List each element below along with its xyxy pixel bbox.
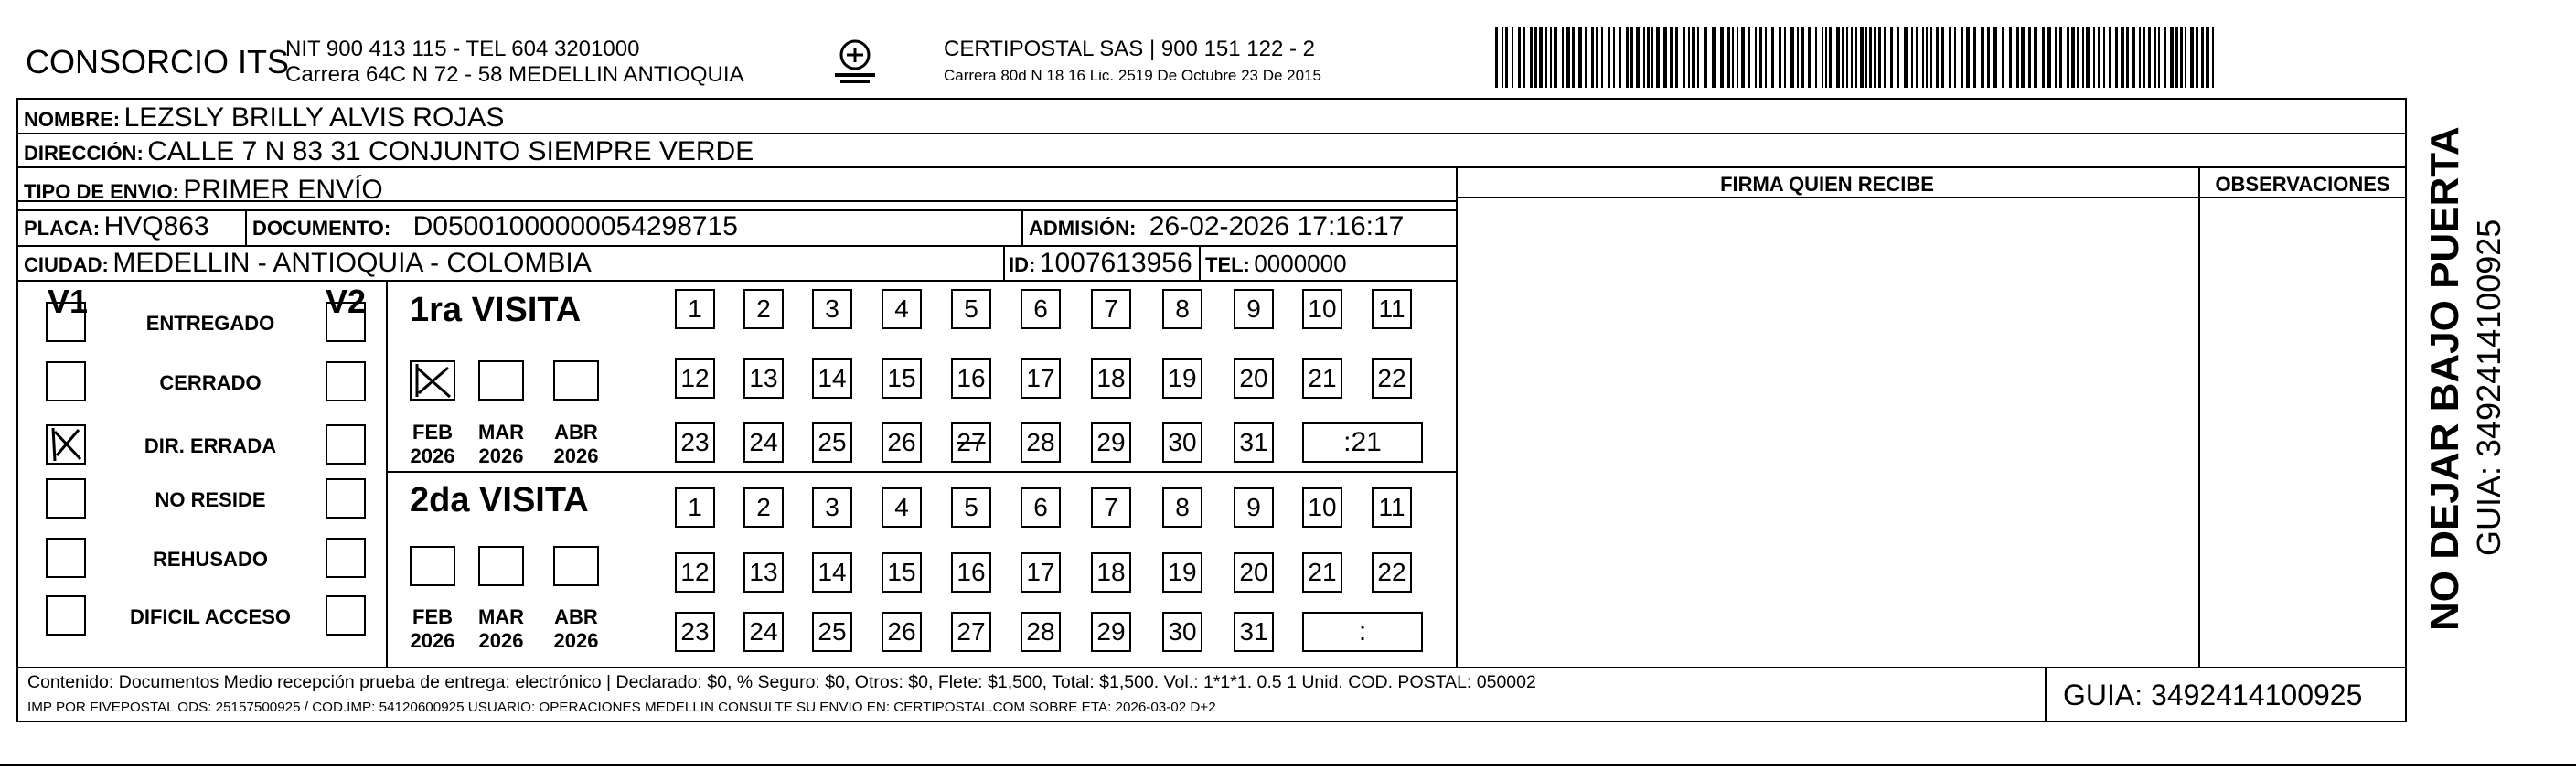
month-year: 2026 (553, 629, 599, 653)
certipostal-logo-icon (828, 37, 882, 90)
day-number: 3 (825, 493, 839, 521)
day-checkbox[interactable] (743, 552, 784, 593)
day-checkbox[interactable] (951, 422, 991, 463)
day-number: 6 (1033, 294, 1048, 323)
nombre-label: NOMBRE: (24, 108, 121, 131)
visit-1-title: 1ra VISITA (410, 291, 582, 329)
firma-header: FIRMA QUIEN RECIBE (1720, 173, 1934, 196)
day-number: 19 (1168, 364, 1197, 392)
day-checkbox[interactable] (1234, 552, 1274, 593)
tel-value: 0000000 (1254, 250, 1347, 277)
day-number: 19 (1168, 558, 1197, 586)
day-number: 14 (818, 558, 847, 586)
day-number: 11 (1378, 294, 1406, 323)
tel-label: TEL: (1205, 253, 1250, 276)
day-number: 28 (1026, 617, 1055, 646)
month-name: MAR (477, 421, 525, 444)
day-checkbox[interactable] (1091, 289, 1131, 329)
day-checkbox[interactable] (1091, 358, 1131, 399)
documento-label: DOCUMENTO: (252, 217, 391, 240)
day-number: 11 (1378, 493, 1406, 521)
month-label (469, 421, 533, 469)
ciudad-value: MEDELLIN - ANTIOQUIA - COLOMBIA (112, 248, 592, 278)
day-checkbox[interactable] (1372, 487, 1412, 528)
day-checkbox[interactable] (1234, 487, 1274, 528)
placa-label: PLACA: (24, 217, 101, 240)
day-number: 7 (1104, 493, 1118, 521)
day-checkbox[interactable] (1234, 289, 1274, 329)
month-label (544, 421, 608, 469)
day-checkbox[interactable] (675, 487, 715, 528)
day-checkbox[interactable] (1162, 289, 1202, 329)
day-checkbox[interactable] (743, 289, 784, 329)
day-number: 16 (957, 558, 986, 586)
day-number: 23 (680, 428, 710, 456)
v1-checkbox[interactable] (46, 595, 86, 636)
day-checkbox[interactable] (1234, 358, 1274, 399)
day-number: 20 (1239, 558, 1268, 586)
day-checkbox[interactable] (882, 612, 922, 652)
v2-label: V2 (326, 283, 367, 320)
admision-label: ADMISIÓN: (1029, 217, 1137, 240)
day-checkbox[interactable] (812, 612, 852, 652)
handwritten-check-icon (48, 426, 84, 463)
day-number: 23 (680, 617, 710, 646)
day-number: 10 (1308, 294, 1337, 323)
day-checkbox[interactable] (1021, 487, 1061, 528)
day-number: 17 (1026, 364, 1055, 392)
day-number: 29 (1096, 428, 1126, 456)
day-checkbox[interactable] (675, 612, 715, 652)
documento-value: D05001000000054298715 (412, 211, 738, 241)
v1-checkbox[interactable] (46, 302, 86, 342)
day-checkbox[interactable] (1091, 422, 1131, 463)
barcode (1495, 27, 2222, 88)
day-checkbox[interactable] (1091, 487, 1131, 528)
day-checkbox[interactable] (743, 358, 784, 399)
tipo-envio-label: TIPO DE ENVIO: (24, 180, 179, 203)
ciudad-label: CIUDAD: (24, 253, 109, 276)
month-label (401, 605, 465, 654)
month-checkbox[interactable] (553, 360, 599, 401)
status-label: REHUSADO (153, 548, 268, 571)
month-name: FEB (412, 421, 453, 444)
day-number: 3 (825, 294, 839, 323)
day-checkbox[interactable] (1234, 612, 1274, 652)
day-number: 31 (1239, 617, 1268, 646)
day-number: 13 (749, 558, 778, 586)
month-checkbox[interactable] (478, 360, 524, 401)
id-value: 1007613956 (1039, 248, 1192, 278)
day-checkbox[interactable] (951, 487, 991, 528)
side-guia: GUIA: 3492414100925 (2470, 219, 2507, 556)
v1-checkbox[interactable] (46, 478, 86, 519)
day-number: 26 (887, 617, 916, 646)
day-checkbox[interactable] (675, 422, 715, 463)
day-number: 16 (957, 364, 986, 392)
side-warning: NO DEJAR BAJO PUERTA (2422, 126, 2467, 631)
month-name: ABR (554, 605, 598, 628)
nombre-value: LEZSLY BRILLY ALVIS ROJAS (123, 102, 505, 133)
month-label (544, 605, 608, 654)
id-label: ID: (1009, 253, 1036, 276)
v2-checkbox[interactable] (326, 478, 366, 519)
visit-time-field[interactable] (1302, 422, 1423, 463)
day-checkbox[interactable] (743, 487, 784, 528)
visit-2-title: 2da VISITA (410, 481, 589, 519)
month-year: 2026 (410, 444, 455, 468)
month-year: 2026 (478, 444, 524, 468)
day-checkbox[interactable] (1021, 422, 1061, 463)
day-checkbox[interactable] (1234, 422, 1274, 463)
day-checkbox[interactable] (812, 487, 852, 528)
v1-checkbox[interactable] (46, 361, 86, 401)
day-number: 24 (749, 428, 778, 456)
day-checkbox[interactable] (951, 358, 991, 399)
day-checkbox[interactable] (1021, 552, 1061, 593)
day-checkbox[interactable] (882, 422, 922, 463)
day-checkbox[interactable] (882, 289, 922, 329)
admision-value: 26-02-2026 17:16:17 (1149, 211, 1405, 241)
day-checkbox[interactable] (1091, 612, 1131, 652)
month-name: ABR (554, 421, 598, 444)
day-checkbox[interactable] (1302, 487, 1342, 528)
day-number: 4 (894, 294, 909, 323)
day-checkbox[interactable] (951, 612, 991, 652)
handwritten-check-icon (412, 362, 454, 399)
day-number: 20 (1239, 364, 1268, 392)
day-number: 30 (1168, 428, 1197, 456)
month-year: 2026 (478, 629, 524, 653)
day-checkbox[interactable] (675, 289, 715, 329)
tipo-envio-value: PRIMER ENVÍO (183, 175, 383, 205)
day-number: 22 (1377, 364, 1406, 392)
day-number: 12 (680, 558, 710, 586)
day-checkbox[interactable] (951, 552, 991, 593)
company-nit: NIT 900 413 115 - TEL 604 3201000 (285, 37, 640, 61)
day-checkbox[interactable] (1021, 612, 1061, 652)
day-checkbox[interactable] (1021, 289, 1061, 329)
footer-contenido: Contenido: Documentos Medio recepción prueba de entrega: electrónico | Declarado: $0, % Seguro: $0, Otros: $0, Flete: $1,500, Total: $1,500. Vol.: 1*1*1. 0.5 1 Unid. COD. POSTAL: 050002 (27, 672, 1536, 692)
status-label: DIFICIL ACCESO (129, 605, 291, 628)
day-checkbox[interactable] (812, 358, 852, 399)
month-checkbox[interactable] (553, 546, 599, 586)
month-checkbox[interactable] (410, 546, 455, 586)
day-number: 12 (680, 364, 710, 392)
month-label (401, 421, 465, 469)
month-name: FEB (412, 605, 453, 628)
day-number: 27 (957, 428, 986, 456)
day-checkbox[interactable] (812, 552, 852, 593)
day-number: 5 (964, 294, 978, 323)
day-checkbox[interactable] (951, 289, 991, 329)
visit-time-field[interactable] (1302, 612, 1423, 652)
day-number: 21 (1308, 558, 1337, 586)
v1-label: V1 (48, 283, 89, 320)
day-number: 30 (1168, 617, 1197, 646)
day-checkbox[interactable] (1162, 552, 1202, 593)
month-year: 2026 (553, 444, 599, 468)
day-checkbox[interactable] (1021, 358, 1061, 399)
day-checkbox[interactable] (1302, 289, 1342, 329)
day-checkbox[interactable] (882, 487, 922, 528)
status-label: DIR. ERRADA (144, 434, 277, 457)
day-number: 9 (1246, 493, 1261, 521)
day-number: 5 (964, 493, 978, 521)
day-number: 1 (688, 493, 702, 521)
v1-checkbox[interactable] (46, 424, 86, 465)
day-number: 26 (887, 428, 916, 456)
month-name: MAR (477, 605, 525, 628)
day-checkbox[interactable] (675, 552, 715, 593)
day-checkbox[interactable] (743, 612, 784, 652)
day-number: 25 (818, 428, 847, 456)
day-checkbox[interactable] (675, 358, 715, 399)
direccion-value: CALLE 7 N 83 31 CONJUNTO SIEMPRE VERDE (147, 136, 754, 166)
day-number: 15 (887, 364, 916, 392)
v2-checkbox[interactable] (326, 361, 366, 401)
day-number: 22 (1377, 558, 1406, 586)
day-number: 7 (1104, 294, 1118, 323)
day-checkbox[interactable] (1162, 487, 1202, 528)
day-number: 9 (1246, 294, 1261, 323)
day-number: 28 (1026, 428, 1055, 456)
status-label: NO RESIDE (155, 488, 266, 511)
v2-checkbox[interactable] (326, 302, 366, 342)
day-checkbox[interactable] (812, 422, 852, 463)
day-checkbox[interactable] (1162, 358, 1202, 399)
day-checkbox[interactable] (882, 552, 922, 593)
day-number: 8 (1175, 294, 1190, 323)
footer-imp: IMP POR FIVEPOSTAL ODS: 25157500925 / COD.IMP: 54120600925 USUARIO: OPERACIONES MEDELLIN CONSULTE SU ENVIO EN: CERTIPOSTAL.COM SOBRE ETA: 2026-03-02 D+2 (27, 700, 1216, 715)
footer-guia: GUIA: 3492414100925 (2063, 679, 2363, 711)
company-address: Carrera 64C N 72 - 58 MEDELLIN ANTIOQUIA (285, 62, 744, 87)
day-number: 8 (1175, 493, 1190, 521)
day-checkbox[interactable] (1302, 552, 1342, 593)
month-checkbox[interactable] (410, 360, 455, 401)
day-number: 4 (894, 493, 909, 521)
day-number: 13 (749, 364, 778, 392)
month-year: 2026 (410, 629, 455, 653)
day-checkbox[interactable] (1372, 552, 1412, 593)
v2-checkbox[interactable] (326, 595, 366, 636)
day-checkbox[interactable] (743, 422, 784, 463)
day-number: 27 (957, 617, 986, 646)
certipostal-name: CERTIPOSTAL SAS | 900 151 122 - 2 (944, 37, 1315, 61)
visit-time-value: :21 (1343, 427, 1382, 457)
day-number: 6 (1033, 493, 1048, 521)
day-number: 29 (1096, 617, 1126, 646)
observaciones-header: OBSERVACIONES (2215, 173, 2390, 196)
day-checkbox[interactable] (1091, 552, 1131, 593)
day-number: 18 (1096, 558, 1126, 586)
day-number: 2 (756, 493, 771, 521)
day-number: 24 (749, 617, 778, 646)
status-label: ENTREGADO (145, 312, 275, 335)
month-checkbox[interactable] (478, 546, 524, 586)
month-label (469, 605, 533, 654)
day-number: 14 (818, 364, 847, 392)
day-checkbox[interactable] (1162, 422, 1202, 463)
status-label: CERRADO (159, 371, 262, 394)
day-number: 17 (1026, 558, 1055, 586)
day-number: 10 (1308, 493, 1337, 521)
day-number: 1 (688, 294, 702, 323)
v2-checkbox[interactable] (326, 538, 366, 578)
day-checkbox[interactable] (1302, 358, 1342, 399)
direccion-label: DIRECCIÓN: (24, 142, 144, 165)
day-checkbox[interactable] (882, 358, 922, 399)
day-checkbox[interactable] (1162, 612, 1202, 652)
day-number: 25 (818, 617, 847, 646)
day-checkbox[interactable] (812, 289, 852, 329)
company-name: CONSORCIO ITS (26, 43, 290, 80)
placa-value: HVQ863 (103, 211, 209, 241)
day-number: 15 (887, 558, 916, 586)
day-number: 21 (1308, 364, 1337, 392)
v1-checkbox[interactable] (46, 538, 86, 578)
visit-time-value: : (1358, 616, 1367, 647)
day-number: 31 (1239, 428, 1268, 456)
v2-checkbox[interactable] (326, 424, 366, 465)
certipostal-address: Carrera 80d N 18 16 Lic. 2519 De Octubre 23 De 2015 (944, 67, 1321, 84)
day-number: 18 (1096, 364, 1126, 392)
day-checkbox[interactable] (1372, 358, 1412, 399)
day-checkbox[interactable] (1372, 289, 1412, 329)
day-number: 2 (756, 294, 771, 323)
